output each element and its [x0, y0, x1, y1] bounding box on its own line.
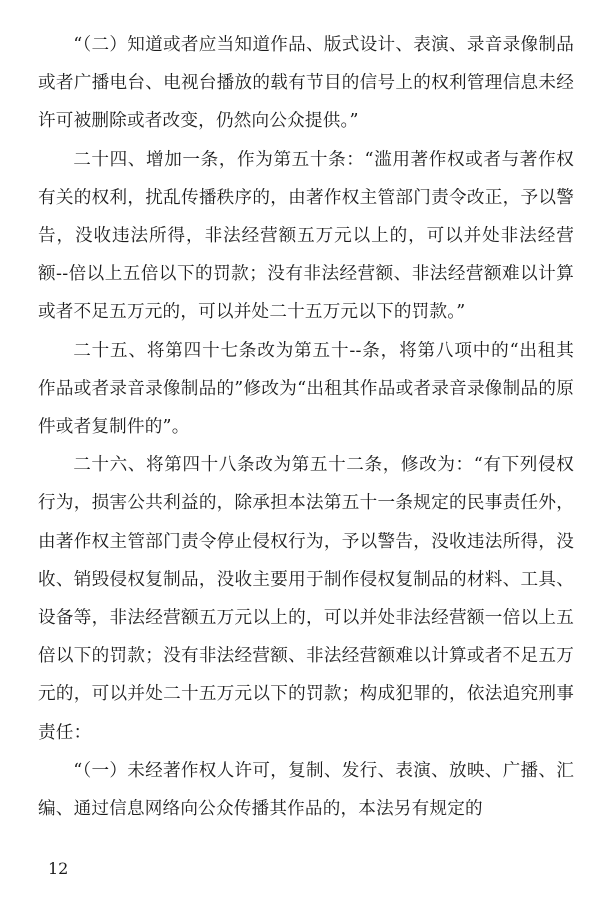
paragraph-5: “（一）未经著作权人许可，复制、发行、表演、放映、广播、汇编、通过信息网络向公众传播其作品的，本法另有规定的 — [38, 760, 574, 820]
paragraph-4: 二十六、将第四十八条改为第五十二条，修改为：“有下列侵权行为，损害公共利益的，除承担本法第五十一条规定的民事责任外，由著作权主管部门责令停止侵权行为，予以警告，没收违法所得，没收、销毁侵权复制品，没收主要用于制作侵权复制品的材料、工具、设备等，非法经营额五万元以上的，可以并处非法经营额一倍以上五倍以下的罚款；没有非法经营额、非法经营额难以计算或者不足五万元的，可以并处二十五万元以下的罚款；构成犯罪的，依法追究刑事责任： — [38, 455, 574, 743]
paragraph-1: “（二）知道或者应当知道作品、版式设计、表演、录音录像制品或者广播电台、电视台播放的载有节目的信号上的权利管理信息未经许可被删除或者改变，仍然向公众提供。” — [38, 35, 574, 132]
page-number: 12 — [48, 859, 69, 878]
paragraph-3: 二十五、将第四十七条改为第五十--条，将第八项中的“出租其作品或者录音录像制品的”修改为“出租其作品或者录音录像制品的原件或者复制件的”。 — [38, 340, 574, 438]
document-body — [38, 26, 574, 828]
paragraph-2: 二十四、增加一条，作为第五十条：“滥用著作权或者与著作权有关的权利，扰乱传播秩序的，由著作权主管部门责令改正，予以警告，没收违法所得，非法经营额五万元以上的，可以并处非法经营额--倍以上五倍以下的罚款；没有非法经营额、非法经营额难以计算或者不足五万元的，可以并处二十五万元以下的罚款。” — [38, 149, 574, 323]
